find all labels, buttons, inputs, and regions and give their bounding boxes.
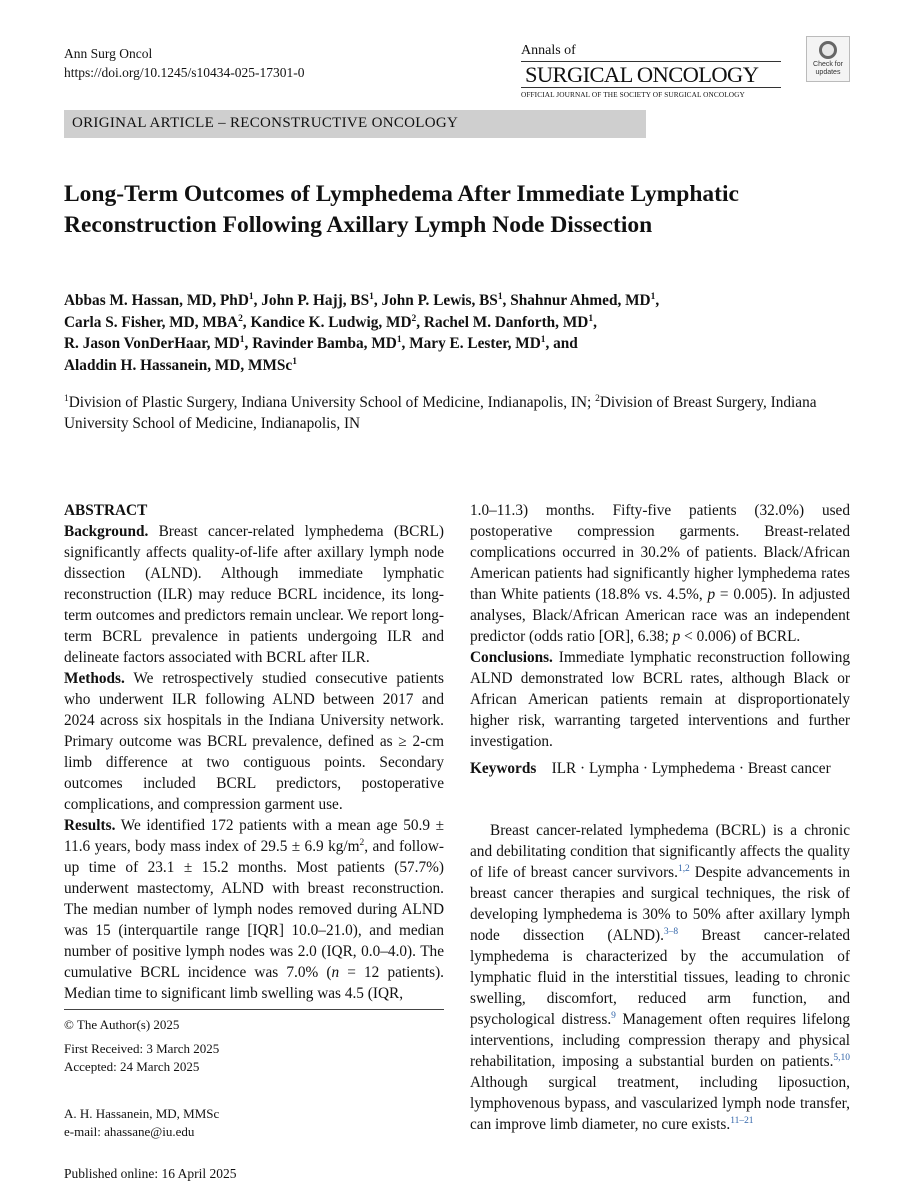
section-banner <box>64 110 646 138</box>
journal-subtitle: OFFICIAL JOURNAL OF THE SOCIETY OF SURGICAL ONCOLOGY <box>521 90 745 99</box>
keywords-label: Keywords <box>470 760 537 777</box>
journal-logo <box>521 43 781 99</box>
check-updates-line2: updates <box>815 69 841 76</box>
affiliation-marker: 1 <box>64 393 69 404</box>
author-list <box>64 290 864 376</box>
check-for-updates-badge[interactable] <box>806 36 850 82</box>
footnote-divider <box>64 1009 444 1010</box>
check-updates-icon <box>819 41 837 59</box>
citation-link[interactable]: 9 <box>611 1010 616 1021</box>
doi-link[interactable]: https://doi.org/10.1245/s10434-025-17301-0 <box>64 65 305 80</box>
article-title: Long-Term Outcomes of Lymphedema After Immediate Lymphatic Reconstruction Following Axillary Lymph Node Dissection <box>64 181 739 238</box>
author[interactable]: Carla S. Fisher, MD, MBA$^2$, <box>64 313 251 331</box>
author[interactable]: Ravinder Bamba, $MD^1$, <box>252 334 410 352</box>
keywords-list: ILR · Lympha · Lymphedema · Breast cancer <box>551 760 831 777</box>
author[interactable]: John P. Hajj, $BS^1$, <box>261 291 382 309</box>
citation-link[interactable]: 1,2 <box>677 863 690 874</box>
abstract-results-continued: 1.0–11.3) months. Fifty-five patients (32.0%) used postoperative compression garments. Breast-related complications occurred in 30.2% of patients. Black/African American patients had significantly higher lymphedema rates than White patients (18.8% vs. 4.5%, p = 0.005). In adjusted analyses, Black/African American race was an independent predictor (odds ratio [OR], 6.38; p < 0.006) of BCRL. <box>470 502 850 645</box>
published-online: Published online: 16 April 2025 <box>64 1166 237 1181</box>
journal-annals-of: Annals of <box>521 43 576 58</box>
journal-abbrev: Ann Surg Oncol <box>64 46 153 61</box>
author[interactable]: John P. Lewis, $BS^1$, <box>381 291 511 309</box>
journal-meta <box>64 44 305 82</box>
author[interactable]: Shahnur Ahmed, $MD^1$, <box>510 291 660 309</box>
keywords <box>470 760 850 778</box>
check-updates-line1: Check for <box>813 61 843 68</box>
abstract-background: Background. Breast cancer-related lymphedema (BCRL) significantly affects quality-of-life after axillary lymph node dissection (ALND). Although immediate lymphatic reconstruction (ILR) may reduce BCRL incidence, its long-term outcomes and predictors remain unclear. We report long-term BCRL prevalence in patients undergoing ILR and delineate factors associated with BCRL after ILR. <box>64 523 445 666</box>
author[interactable]: Rachel M. Danforth, $MD^1$, <box>423 313 597 331</box>
introduction-paragraph: Breast cancer-related lymphedema (BCRL) is a chronic and debilitating condition that significantly affects the quality of life of breast cancer survivors.$^{1,2}$ Despite advancements in breast cancer therapies and surgical techniques, the risk of developing lymphedema is 30% to 50% after axillary lymph node dissection (ALND).$^{3-8}$ Breast cancer-related lymphedema is characterized by the accumulation of lymphatic fluid in the interstitial tissues, leading to chronic swelling, discomfort, reduced arm function, and psychological distress.$^9$ Management often requires lifelong interventions, including compression therapy and physical rehabilitation, imposing a substantial burden on patients.$^{5,10}$ Although surgical treatment, including liposuction, lymphovenous bypass, and vascularized lymph node transfer, can improve limb diameter, no cure exists.$^{11-21}$ <box>470 822 851 1133</box>
affiliation-2: Division of Breast Surgery, Indiana University School of Medicine, Indianapolis, IN <box>64 394 817 432</box>
abstract-column-right <box>470 500 850 752</box>
article-dates <box>64 1040 219 1076</box>
abstract-column-left <box>64 500 444 1004</box>
citation-link[interactable]: 5,10 <box>833 1052 850 1063</box>
affiliation-marker: 2 <box>595 393 600 404</box>
corresponding-author <box>64 1105 219 1141</box>
affiliations <box>64 392 854 434</box>
contact-name: A. H. Hassanein, MD, MMSc <box>64 1106 220 1121</box>
abstract-conclusions: Conclusions. Immediate lymphatic reconstruction following ALND demonstrated low BCRL rates, although Black or African American patients remain at disproportionately higher risk, warranting targeted interventions and further investigation. <box>470 649 850 750</box>
author[interactable]: Aladdin H. Hassanein, MD, MMSc$^1$ <box>64 356 297 374</box>
citation-link[interactable]: 11–21 <box>730 1115 754 1126</box>
contact-email[interactable]: e-mail: ahassane@iu.edu <box>64 1124 195 1139</box>
received-date: First Received: 3 March 2025 <box>64 1041 220 1056</box>
author[interactable]: Mary E. Lester, $MD^1$, and <box>409 334 578 352</box>
copyright: © The Author(s) 2025 <box>64 1017 180 1032</box>
abstract-methods: Methods. We retrospectively studied consecutive patients who underwent ILR following ALND between 2017 and 2024 across six hospitals in the Indiana University network. Primary outcome was BCRL prevalence, defined as ≥ 2-cm limb difference at two contiguous points. Secondary outcomes included BCRL predictors, postoperative complications, and compression garment use. <box>64 670 444 813</box>
section-banner-text: ORIGINAL ARTICLE – RECONSTRUCTIVE ONCOLOGY <box>72 115 459 131</box>
author[interactable]: R. Jason VonDerHaar, $MD^1$, <box>64 334 253 352</box>
author[interactable]: Abbas M. Hassan, MD, PhD$^1$, <box>64 291 262 309</box>
journal-name: SURGICAL ONCOLOGY <box>521 61 781 88</box>
abstract-results: Results. We identified 172 patients with a mean age 50.9 ± 11.6 years, body mass index of 29.5 ± 6.9 $kg/m^2$, and follow-up time of 23.1 ± 15.2 months. Most patients (57.7%) underwent mastectomy, ALND with breast reconstruction. The median number of lymph nodes removed during ALND was 15 (interquartile range [IQR] 10.0–21.0), and median number of positive lymph nodes was 2.0 (IQR, 0.0–4.0). The cumulative BCRL incidence was 7.0% (n = 12 patients). Median time to significant limb swelling was 4.5 (IQR, <box>64 817 445 1002</box>
abstract-heading: ABSTRACT <box>64 502 148 519</box>
citation-link[interactable]: 3–8 <box>663 926 679 937</box>
author[interactable]: Kandice K. Ludwig, $MD^2$, <box>250 313 424 331</box>
affiliation-1: Division of Plastic Surgery, Indiana University School of Medicine, Indianapolis, IN; <box>68 394 596 411</box>
accepted-date: Accepted: 24 March 2025 <box>64 1059 200 1074</box>
